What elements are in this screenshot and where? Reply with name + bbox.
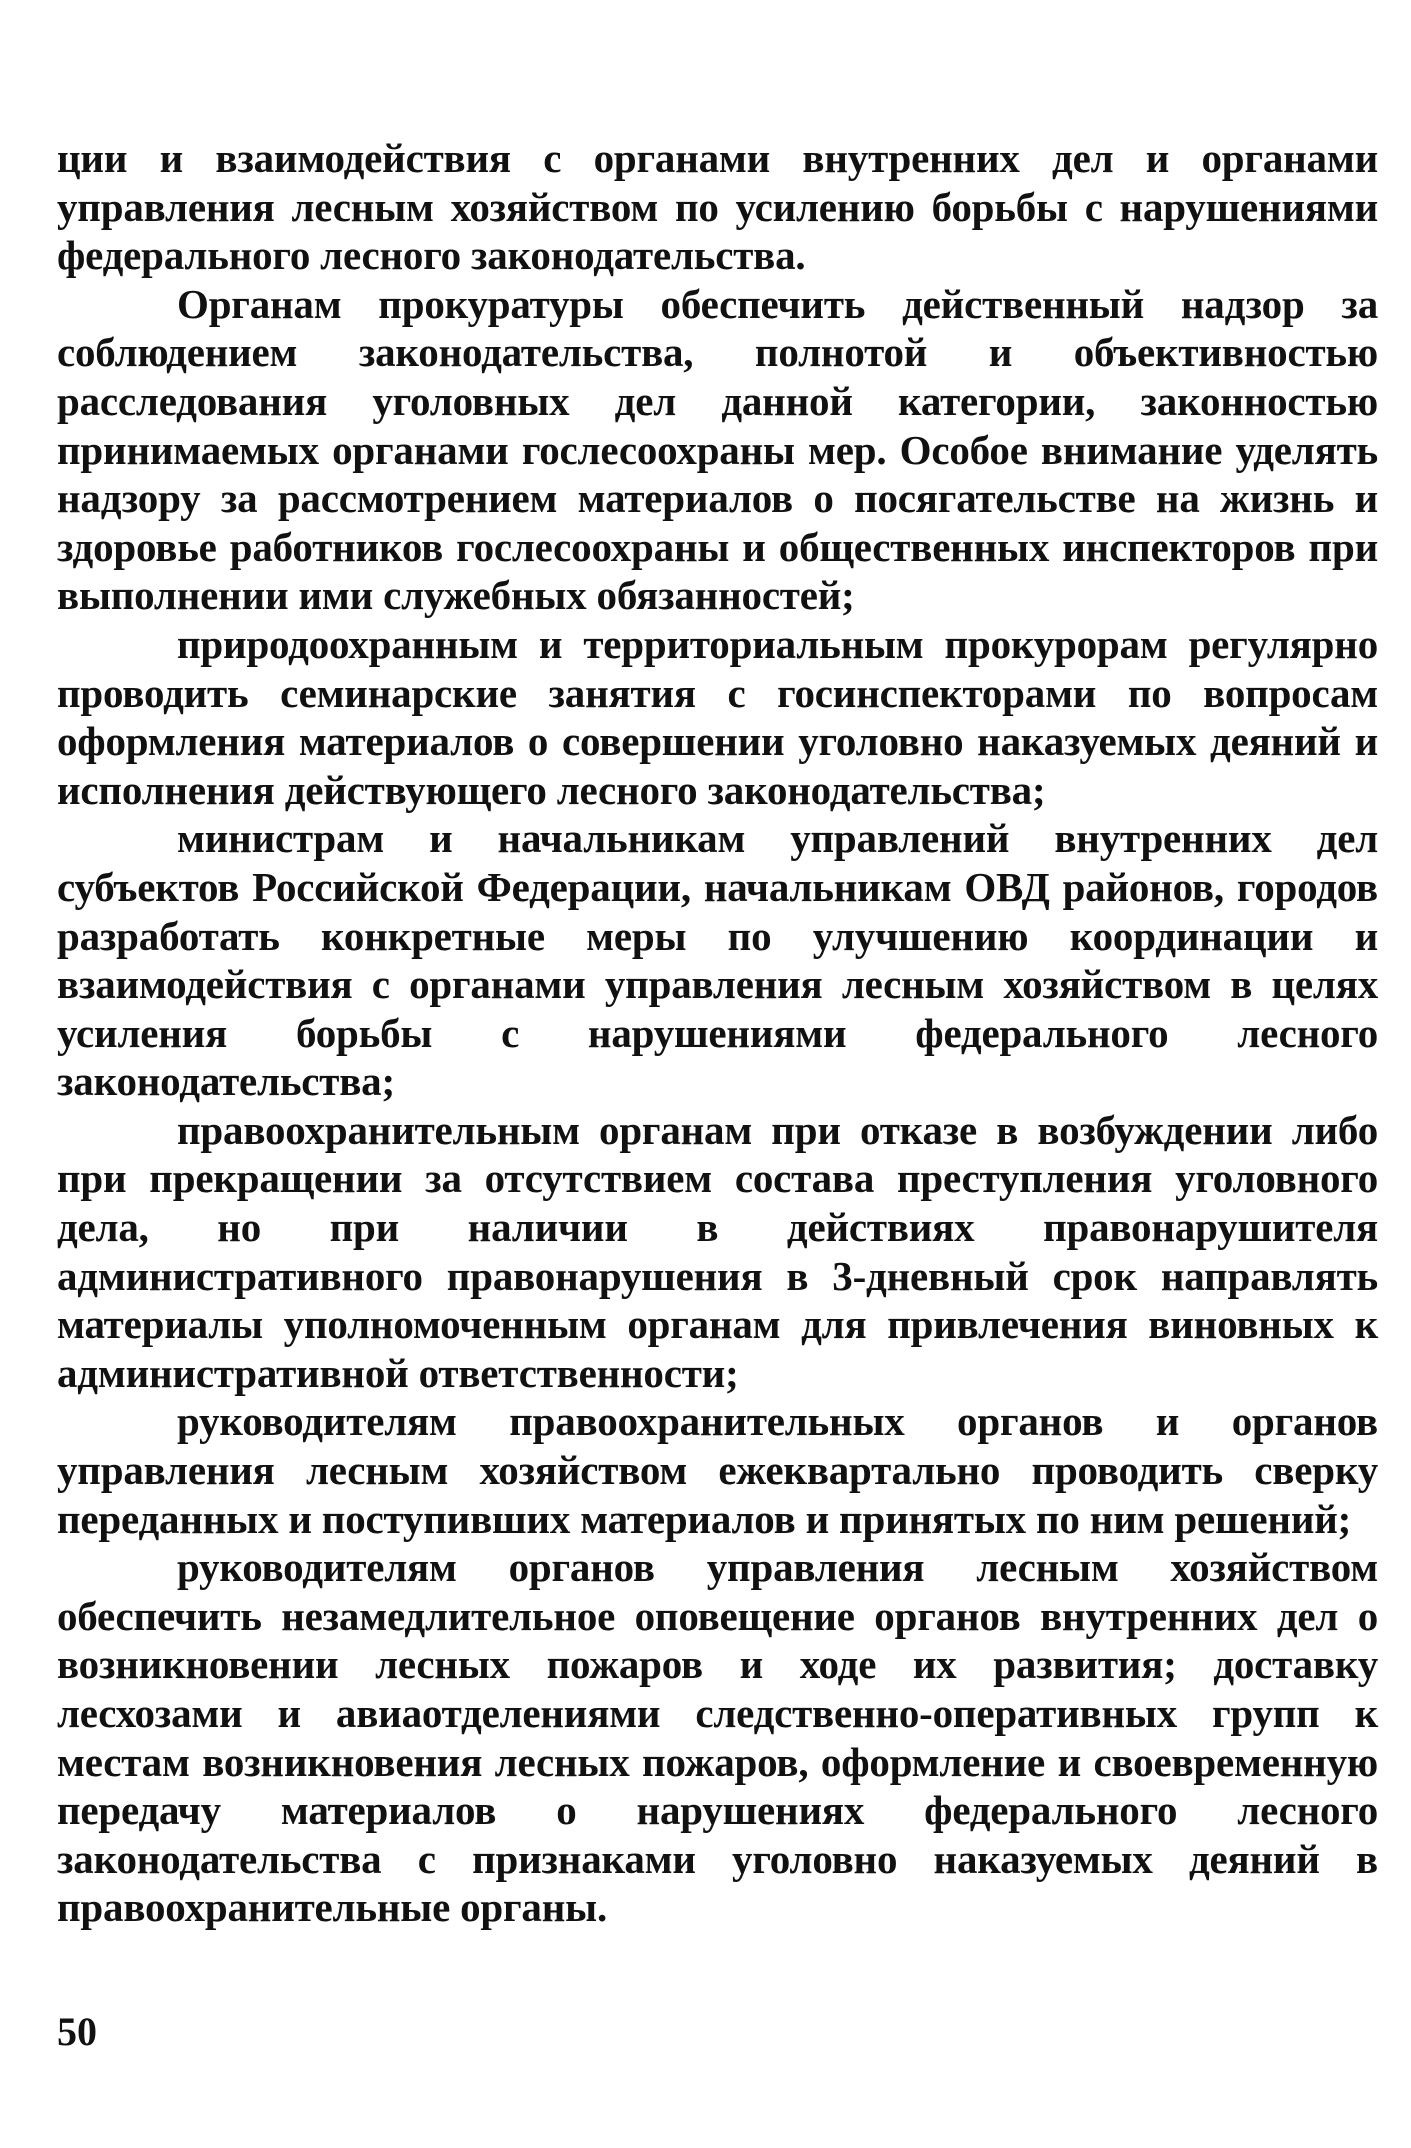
- page-number: 50: [57, 2009, 97, 2054]
- body-text: [57, 134, 1378, 1932]
- paragraph-ministers: министрам и начальникам управлений внутренних дел субъектов Российской Федерации, начальникам ОВД районов, городов разработать конкретные меры по улучшению координации и взаимодействия с органами управления лесным хозяйством в целях усиления борьбы с нарушениями федерального лесного законодательства;: [57, 815, 1378, 1105]
- paragraph-prosecutors: Органам прокуратуры обеспечить действенный надзор за соблюдением законодательства, полнотой и объективностью расследования уголовных дел данной категории, законностью принимаемых органами гослесоохраны мер. Особое внимание уделять надзору за рассмотрением материалов о посягательстве на жизнь и здоровье работников гослесоохраны и общественных инспекторов при выполнении ими служебных обязанностей;: [57, 280, 1378, 619]
- paragraph-continuation: ции и взаимодействия с органами внутренних дел и органами управления лесным хозяйством по усилению борьбы с нарушениями федерального лесного законодательства.: [57, 135, 1378, 279]
- paragraph-forest-fires: руководителям органов управления лесным хозяйством обеспечить незамедлительное оповещение органов внутренних дел о возникновении лесных пожаров и ходе их развития; доставку лесхозами и авиаотделениями следственно-оперативных групп к местам возникновения лесных пожаров, оформление и своевременную передачу материалов о нарушениях федерального лесного законодательства с признаками уголовно наказуемых деяний в правоохранительные органы.: [57, 1544, 1378, 1931]
- paragraph-environmental-prosecutors: природоохранным и территориальным прокурорам регулярно проводить семинарские занятия с госинспекторами по вопросам оформления материалов о совершении уголовно наказуемых деяний и исполнения действующего лесного законодательства;: [57, 620, 1378, 813]
- paragraph-heads-reconciliation: руководителям правоохранительных органов и органов управления лесным хозяйством ежеквартально проводить сверку переданных и поступивших материалов и принятых по ним решений;: [57, 1398, 1378, 1542]
- paragraph-law-enforcement: правоохранительным органам при отказе в возбуждении либо при прекращении за отсутствием состава преступления уголовного дела, но при наличии в действиях правонарушителя административного правонарушения в 3-дневный срок направлять материалы уполномоченным органам для привлечения виновных к административной ответственности;: [57, 1106, 1378, 1396]
